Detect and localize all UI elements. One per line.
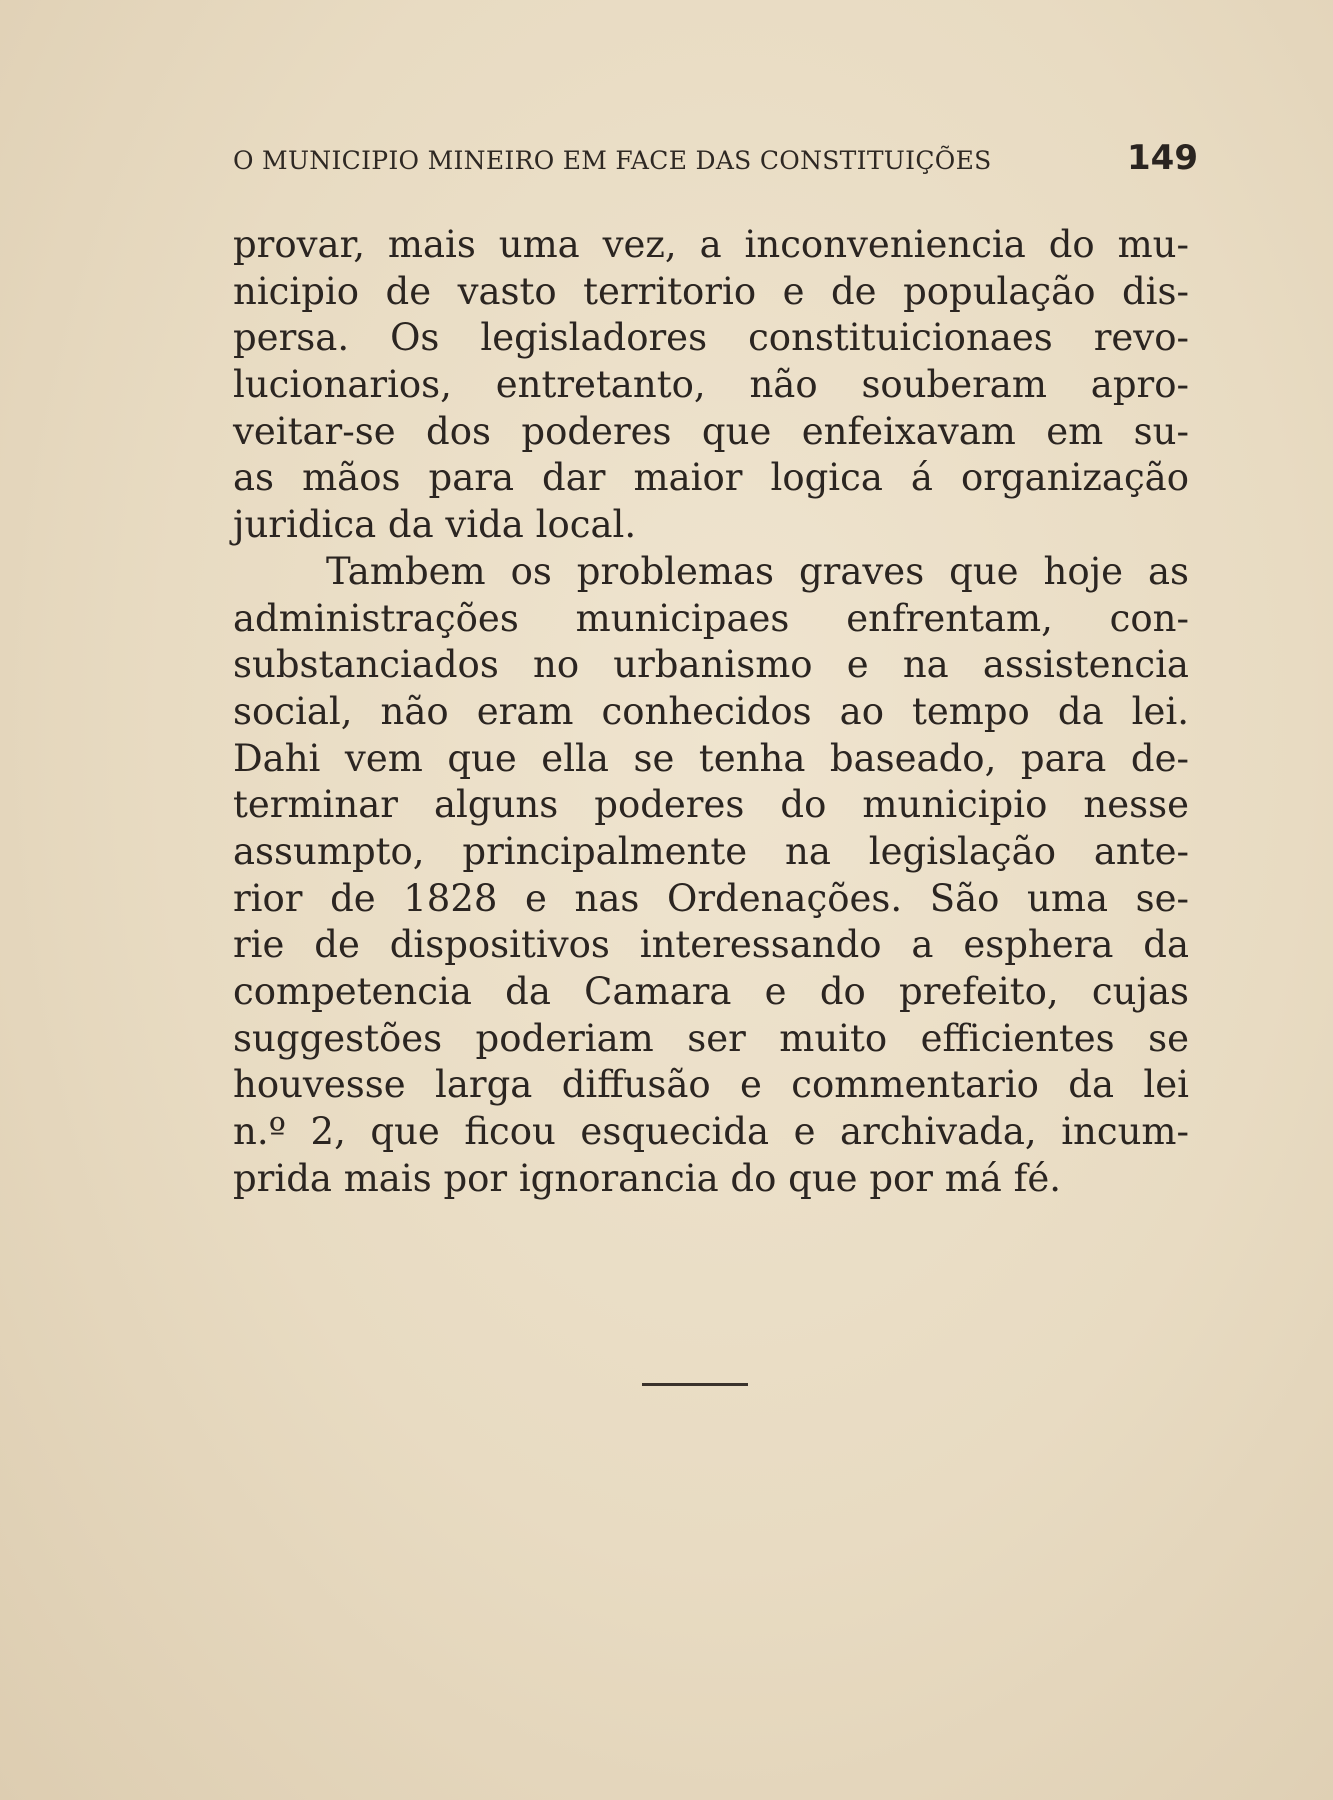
- text-line: nicipio de vasto territorio e de população dis-: [233, 269, 1189, 313]
- section-separator-rule: [642, 1383, 748, 1386]
- body-text: [233, 222, 1189, 1202]
- text-line: veitar-se dos poderes que enfeixavam em su-: [233, 409, 1189, 453]
- text-line: juridica da vida local.: [233, 503, 637, 547]
- text-line: rie de dispositivos interessando a esphera da: [233, 923, 1189, 967]
- text-line: competencia da Camara e do prefeito, cujas: [233, 970, 1189, 1013]
- page-number: 149: [1127, 138, 1198, 178]
- text-line: lucionarios, entretanto, não souberam apro-: [233, 363, 1189, 407]
- running-head: [233, 138, 1198, 178]
- text-line: Dahi vem que ella se tenha baseado, para de-: [233, 736, 1189, 780]
- text-line: prida mais por ignorancia do que por má fé.: [233, 1156, 1061, 1200]
- text-line: rior de 1828 e nas Ordenações. São uma se-: [233, 876, 1189, 920]
- text-line: provar, mais uma vez, a inconveniencia do mu-: [233, 223, 1189, 266]
- running-title: O MUNICIPIO MINEIRO EM FACE DAS CONSTITUIÇÕES: [233, 146, 992, 175]
- text-line: administrações municipaes enfrentam, con-: [233, 596, 1189, 640]
- paragraph-2: [233, 549, 1189, 1203]
- text-line: n.º 2, que ficou esquecida e archivada, incum-: [233, 1110, 1189, 1154]
- text-line: suggestões poderiam ser muito efficientes se: [233, 1016, 1189, 1060]
- text-line: houvesse larga diffusão e commentario da lei: [233, 1063, 1189, 1107]
- text-line: substanciados no urbanismo e na assistencia: [233, 643, 1189, 687]
- text-line: social, não eram conhecidos ao tempo da lei.: [233, 689, 1189, 733]
- paragraph-1: [233, 222, 1189, 549]
- text-line: Tambem os problemas graves que hoje as: [326, 549, 1189, 593]
- text-line: persa. Os legisladores constituicionaes revo-: [233, 316, 1189, 360]
- text-line: assumpto, principalmente na legislação ante-: [233, 829, 1189, 873]
- text-line: as mãos para dar maior logica á organização: [233, 456, 1189, 500]
- text-line: terminar alguns poderes do municipio nesse: [233, 783, 1189, 827]
